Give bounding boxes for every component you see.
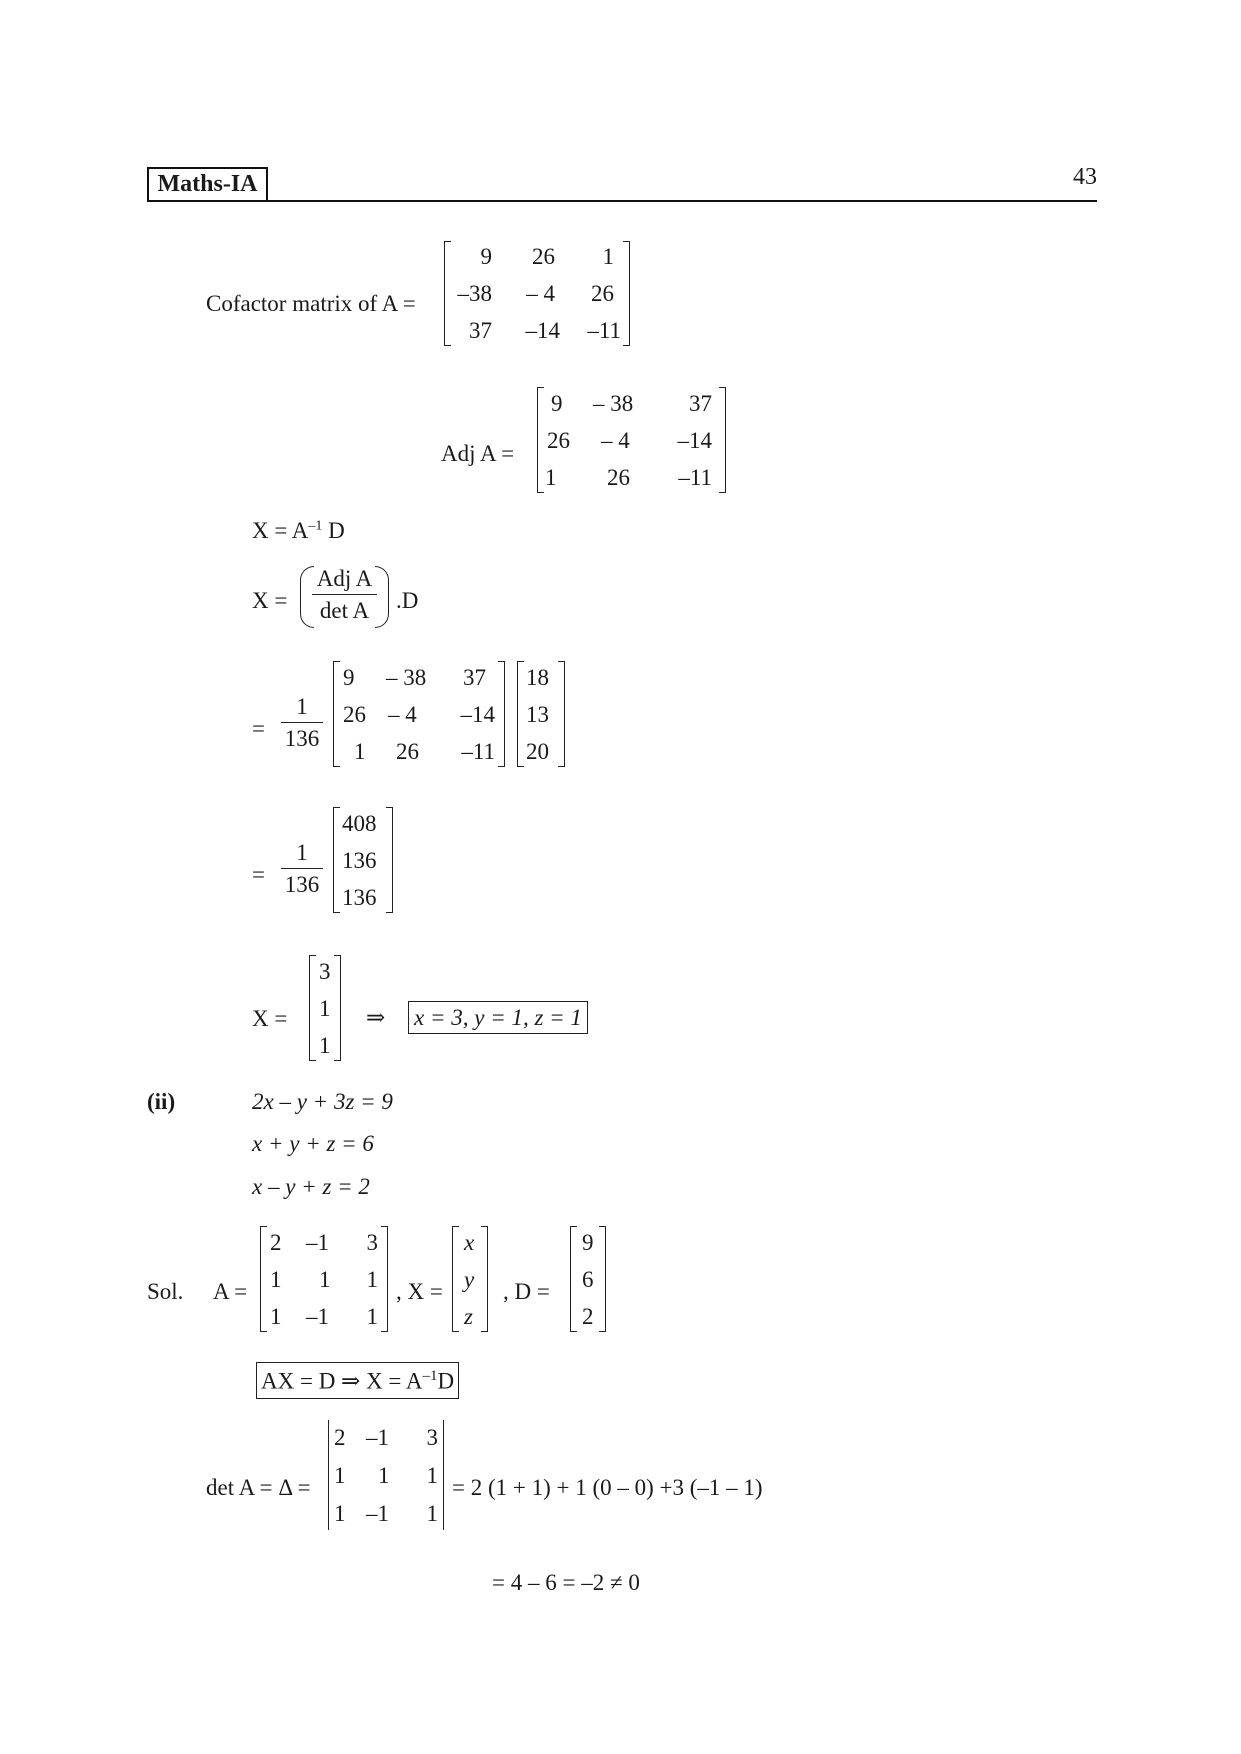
adj-over-det-fraction <box>312 567 377 622</box>
boxed-tail: D <box>437 1368 455 1394</box>
vector-cell: 6 <box>582 1267 594 1292</box>
matrix-cell: 26 <box>607 465 630 490</box>
vector-cell: y <box>464 1267 475 1292</box>
matrix-cell: – 4 <box>388 702 417 727</box>
matrix-cell: 37 <box>463 665 486 690</box>
equation-1: 2x – y + 3z = 9 <box>252 1089 393 1114</box>
left-bracket <box>517 661 524 767</box>
left-bracket <box>333 807 340 913</box>
header-rule <box>147 200 1097 202</box>
matrix-cell: – 38 <box>386 665 427 690</box>
constant-vector-d <box>570 1226 606 1332</box>
vector-cell: 2 <box>582 1304 594 1329</box>
fraction-denominator: det A <box>319 598 370 623</box>
subject-title: Maths-IA <box>157 171 258 197</box>
x-equals-inverse <box>252 518 345 544</box>
vector-cell: 13 <box>526 702 549 727</box>
variable-vector-x <box>452 1226 488 1332</box>
one-over-136 <box>281 841 323 896</box>
matrix-cell: 1 <box>366 1267 378 1292</box>
cofactor-label: Cofactor matrix of A = <box>206 291 416 316</box>
matrix-cell: 9 <box>551 391 563 416</box>
matrix-cell: 1 <box>354 739 366 764</box>
inverse-exponent: –1 <box>422 1368 438 1384</box>
matrix-cell: 1 <box>426 1463 438 1488</box>
right-bracket <box>381 1226 388 1332</box>
fraction-line <box>281 868 323 869</box>
det-result: = 4 – 6 = –2 ≠ 0 <box>492 1570 640 1595</box>
coefficient-matrix-a <box>260 1226 388 1332</box>
matrix-cell: –11 <box>587 318 621 343</box>
matrix-cell: –1 <box>366 1501 389 1526</box>
right-paren <box>375 566 389 628</box>
left-bracket <box>333 661 340 767</box>
left-bracket <box>570 1226 577 1332</box>
det-label: det A = Δ = <box>206 1475 311 1500</box>
boxed-text: AX = D ⇒ X = A <box>261 1368 423 1394</box>
matrix-cell: 1 <box>602 244 614 269</box>
vector-cell: 18 <box>526 665 549 690</box>
left-bar <box>328 1420 329 1530</box>
fraction-denominator: 136 <box>284 726 320 751</box>
matrix-cell: 37 <box>689 391 712 416</box>
matrix-cell: 1 <box>545 465 557 490</box>
vector-cell: 3 <box>319 959 331 984</box>
equals-sign: = <box>252 862 265 887</box>
matrix-cell: 26 <box>396 739 419 764</box>
matrix-cell: –38 <box>457 281 492 306</box>
vector-cell: 136 <box>342 885 377 910</box>
matrix-cell: 1 <box>366 1304 378 1329</box>
x-vector <box>309 955 341 1061</box>
matrix-cell: –11 <box>678 465 712 490</box>
matrix-cell: 1 <box>319 1267 331 1292</box>
matrix-cell: – 4 <box>526 281 555 306</box>
fraction-line <box>312 594 377 595</box>
matrix-cell: 1 <box>270 1304 282 1329</box>
matrix-cell: –1 <box>306 1230 329 1255</box>
one-over-136 <box>281 695 323 750</box>
vector-cell: 20 <box>526 739 549 764</box>
equation-2: x + y + z = 6 <box>252 1131 374 1156</box>
matrix-cell: 1 <box>334 1501 346 1526</box>
matrix-cell: 9 <box>480 244 492 269</box>
solution-label: Sol. <box>147 1279 184 1304</box>
implies-arrow: ⇒ <box>366 1005 386 1030</box>
x-equals-label: X = <box>252 588 288 613</box>
subject-box <box>147 167 268 202</box>
matrix-cell: –1 <box>366 1425 389 1450</box>
matrix-cell: 3 <box>426 1425 438 1450</box>
matrix-cell: 1 <box>270 1267 282 1292</box>
fraction-numerator: 1 <box>296 840 308 865</box>
right-bracket <box>599 1226 606 1332</box>
right-bracket <box>719 387 726 493</box>
matrix-cell: 1 <box>334 1463 346 1488</box>
determinant-a <box>328 1420 444 1530</box>
fraction-line <box>281 722 323 723</box>
left-bracket <box>537 387 544 493</box>
adj-label: Adj A = <box>441 441 515 466</box>
matrix-cell: 37 <box>469 318 492 343</box>
page-number: 43 <box>1073 164 1097 190</box>
matrix-cell: 26 <box>591 281 614 306</box>
matrix-cell: 26 <box>343 702 366 727</box>
d-vector <box>517 661 565 767</box>
x-eq-text: X = A <box>252 518 309 543</box>
vector-cell: 1 <box>319 1033 331 1058</box>
right-bracket <box>623 241 630 346</box>
right-bracket <box>334 955 341 1061</box>
vector-cell: 136 <box>342 848 377 873</box>
x-eq-tail: D <box>322 518 345 543</box>
vector-cell: 408 <box>342 811 377 836</box>
matrix-cell: 26 <box>532 244 555 269</box>
left-bracket <box>309 955 316 1061</box>
det-expansion: = 2 (1 + 1) + 1 (0 – 0) +3 (–1 – 1) <box>452 1475 763 1500</box>
vector-cell: 1 <box>319 996 331 1021</box>
fraction-numerator: Adj A <box>316 566 373 591</box>
d-equals-label: , D = <box>503 1279 550 1304</box>
matrix-cell: – 38 <box>593 391 634 416</box>
matrix-cell: 26 <box>547 428 570 453</box>
adj-matrix-product <box>333 661 505 767</box>
left-bracket <box>452 1226 459 1332</box>
matrix-cell: –14 <box>525 318 560 343</box>
matrix-cell: 3 <box>366 1230 378 1255</box>
right-bracket <box>558 661 565 767</box>
right-bracket <box>386 807 393 913</box>
vector-cell: 9 <box>582 1230 594 1255</box>
right-bracket <box>481 1226 488 1332</box>
matrix-cell: 1 <box>378 1463 390 1488</box>
matrix-cell: –11 <box>461 739 495 764</box>
answer-box: x = 3, y = 1, z = 1 <box>408 1001 588 1034</box>
dot-d: .D <box>396 588 419 613</box>
matrix-cell: –1 <box>306 1304 329 1329</box>
result-vector <box>333 807 393 913</box>
right-bracket <box>498 661 505 767</box>
matrix-cell: 9 <box>343 665 355 690</box>
matrix-cell: 2 <box>334 1425 346 1450</box>
fraction-numerator: 1 <box>296 694 308 719</box>
x-equals-label: , X = <box>396 1279 443 1304</box>
vector-cell: z <box>464 1304 473 1329</box>
adj-matrix <box>537 387 726 493</box>
cofactor-matrix <box>444 241 630 346</box>
inverse-exponent: –1 <box>308 518 323 534</box>
equation-3: x – y + z = 2 <box>252 1174 370 1199</box>
matrix-equation-box <box>256 1362 459 1399</box>
equals-sign: = <box>252 716 265 741</box>
matrix-cell: – 4 <box>601 428 630 453</box>
matrix-cell: –14 <box>460 702 495 727</box>
right-bar <box>443 1420 444 1530</box>
a-equals-label: A = <box>213 1279 248 1304</box>
x-equals-label: X = <box>252 1006 288 1031</box>
left-bracket <box>260 1226 267 1332</box>
fraction-denominator: 136 <box>284 872 320 897</box>
left-bracket <box>444 241 451 346</box>
matrix-cell: 1 <box>426 1501 438 1526</box>
matrix-cell: 2 <box>270 1230 282 1255</box>
matrix-cell: –14 <box>677 428 712 453</box>
vector-cell: x <box>464 1230 475 1255</box>
part-ii-label: (ii) <box>147 1089 176 1114</box>
